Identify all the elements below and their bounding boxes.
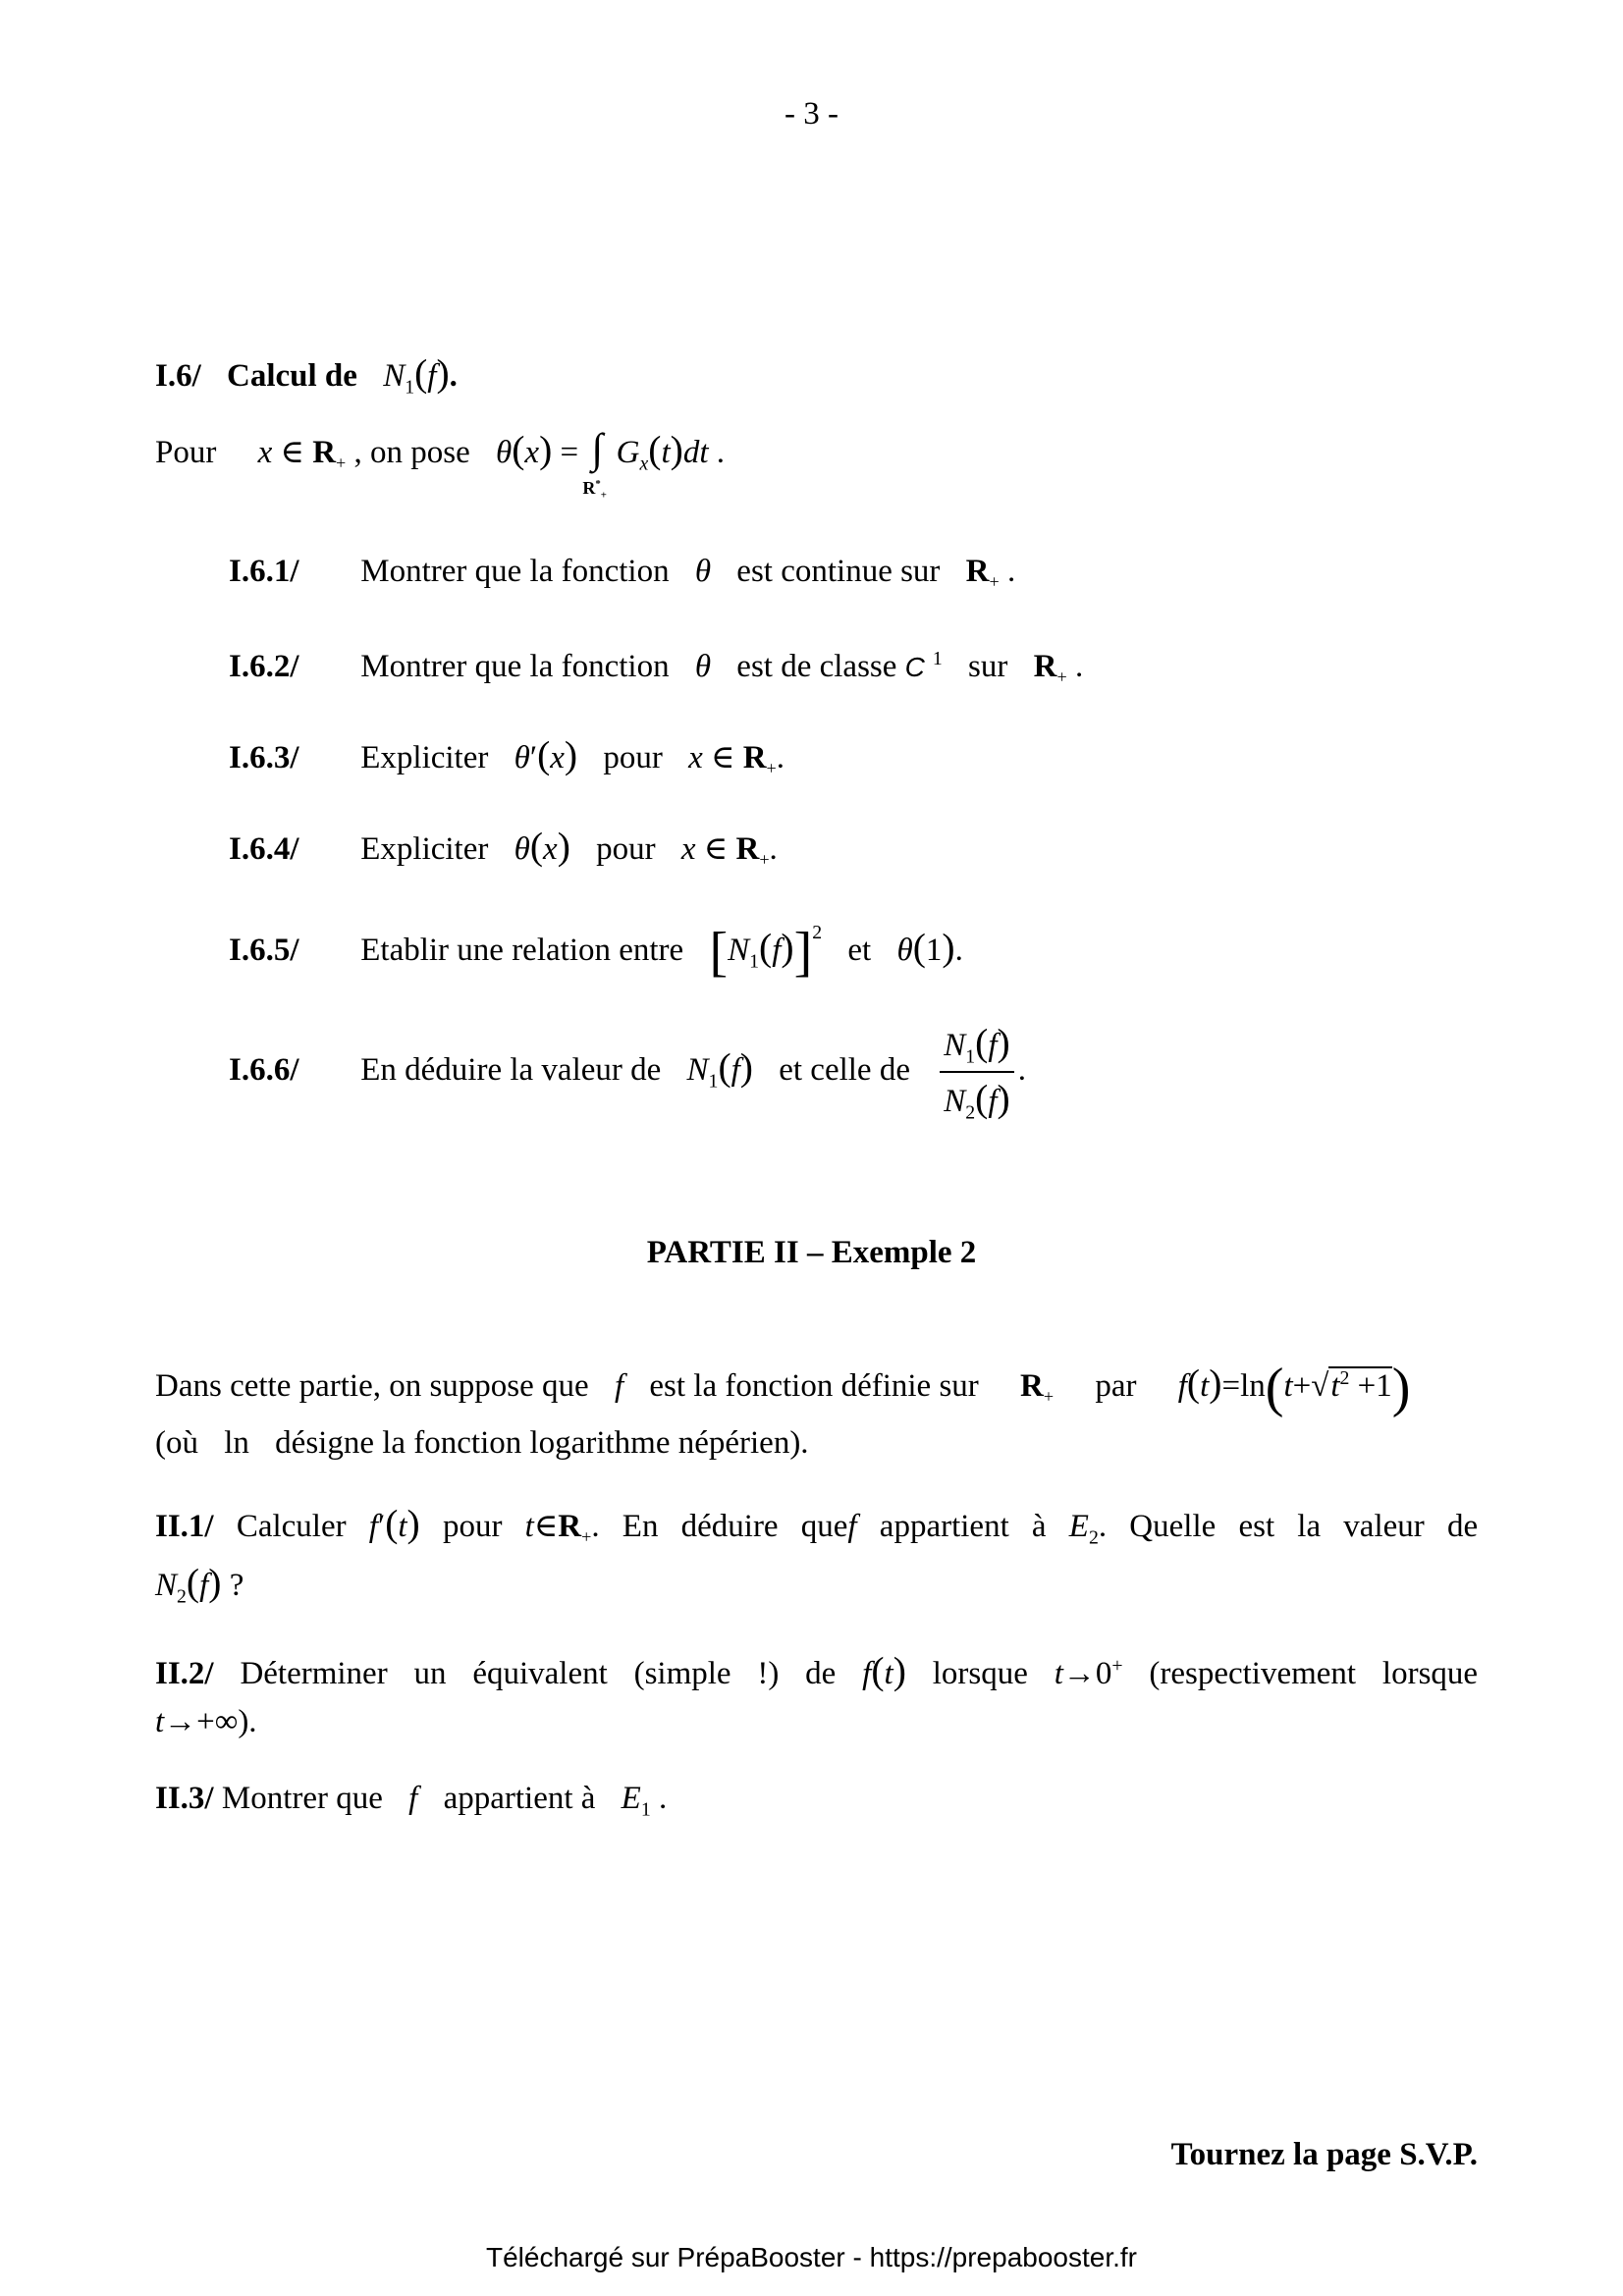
heading-label: I.6/: [155, 358, 201, 394]
N-symbol: N: [686, 1052, 709, 1088]
ln-symbol: ln: [1240, 1368, 1266, 1404]
x-symbol: x: [688, 740, 703, 775]
R-symbol: R: [965, 554, 990, 589]
fraction-numerator: $N_1(f)$: [940, 1017, 1013, 1073]
closing-text: ).: [238, 1704, 257, 1739]
intro-text: Dans cette partie, on suppose que: [155, 1368, 589, 1404]
theta-symbol: θ: [896, 933, 913, 968]
x-symbol: x: [550, 740, 565, 775]
f-symbol: f: [408, 1781, 418, 1816]
R-symbol: R: [558, 1509, 582, 1544]
question-label: II.2/: [155, 1656, 214, 1691]
partie-II-ln-note: [155, 1423, 809, 1463]
question-text: Calculer: [236, 1509, 347, 1544]
question-II2: II.2/ Déterminer un équivalent (simple !) de f(t) lorsque t→0+ (respectivement lorsque: [155, 1649, 1479, 1692]
question-II2-cont: [155, 1702, 257, 1741]
f-symbol: f: [1177, 1368, 1187, 1404]
question-label: I.6.2/: [229, 649, 299, 684]
domain-plus: +: [600, 489, 607, 502]
question-text: appartient à: [879, 1509, 1047, 1544]
t-symbol: t: [884, 1656, 893, 1691]
intro-text: par: [1095, 1368, 1137, 1404]
t-symbol: t: [661, 435, 671, 470]
R-symbol: R: [1020, 1368, 1044, 1404]
question-label: I.6.3/: [229, 740, 299, 775]
plus-subscript: +: [1056, 667, 1067, 687]
N-symbol: N: [728, 933, 750, 968]
question-text: pour: [603, 740, 663, 775]
domain-star: *: [595, 478, 601, 490]
f-symbol: f: [862, 1656, 872, 1691]
f-symbol: f: [614, 1368, 624, 1404]
f-symbol: f: [772, 933, 782, 968]
question-text: Quelle est la valeur de: [1129, 1509, 1479, 1544]
question-text: pour: [596, 831, 656, 867]
R-symbol: R: [1033, 649, 1057, 684]
section-heading-I6: I.6/ Calcul de $N_1(f)$.: [155, 351, 458, 399]
question-label: II.3/: [155, 1781, 214, 1816]
t-symbol: t: [1054, 1656, 1063, 1691]
t-symbol: t: [398, 1509, 407, 1544]
t-symbol: t: [1330, 1368, 1340, 1404]
N-subscript: 2: [965, 1102, 976, 1125]
question-text: Montrer que la fonction: [360, 649, 670, 684]
question-text: est continue sur: [736, 554, 941, 589]
integral-symbol: ∫: [591, 426, 604, 472]
page-number: [0, 94, 1623, 133]
one-value: 1: [1376, 1368, 1392, 1404]
x-symbol: x: [257, 435, 273, 470]
question-label: I.6.6/: [229, 1052, 299, 1088]
N-subscript: 1: [405, 376, 415, 399]
f-symbol: f: [847, 1509, 857, 1544]
plus-subscript: +: [581, 1526, 592, 1547]
f-symbol: f: [988, 1084, 998, 1120]
R-symbol: R: [312, 435, 337, 470]
t-symbol: t: [1283, 1368, 1293, 1404]
question-label: I.6.4/: [229, 831, 299, 867]
note-text: désigne la fonction logarithme népérien).: [275, 1425, 809, 1461]
theta-symbol: θ: [694, 554, 712, 589]
question-mark: ?: [229, 1568, 244, 1603]
t-symbol: t: [155, 1704, 165, 1739]
question-I64: I.6.4/ Expliciter θ(x) pour x ∈ R+.: [229, 825, 778, 870]
arrow-symbol: →: [164, 1704, 197, 1739]
footer-text: Téléchargé sur PrépaBooster - https://prepabooster.fr: [485, 2242, 1138, 2272]
question-II3: II.3/ Montrer que f appartient à $E_1$ .: [155, 1781, 668, 1821]
plus-subscript: +: [989, 571, 1000, 592]
in-symbol: ∈: [703, 831, 729, 867]
class-C-symbol: C: [904, 652, 925, 682]
plus-subscript: +: [336, 453, 347, 473]
G-subscript: x: [639, 453, 649, 475]
question-text: Expliciter: [360, 740, 489, 775]
question-text: est de classe: [736, 649, 897, 684]
question-label: I.6.5/: [229, 933, 299, 968]
definition-theta: Pour x ∈ R+ , on pose θ(x) = ∫ $R^*_+$ $G_x(t)dt$ .: [155, 426, 725, 502]
in-symbol: ∈: [711, 740, 735, 775]
turn-page-text: Tournez la page S.V.P.: [1170, 2137, 1478, 2172]
t-exponent: 2: [1339, 1367, 1350, 1389]
E-symbol: E: [621, 1781, 641, 1816]
R-symbol: R: [735, 831, 760, 867]
theta-symbol: θ: [514, 740, 530, 775]
infinity-symbol: +∞: [196, 1704, 239, 1739]
intro-text: est la fonction définie sur: [649, 1368, 979, 1404]
plus-subscript: +: [1043, 1386, 1055, 1407]
question-text: En déduire que: [622, 1509, 848, 1544]
f-symbol: f: [730, 1052, 740, 1088]
square-exponent: 2: [812, 922, 823, 944]
in-symbol: ∈: [280, 435, 304, 470]
N-subscript: 1: [708, 1070, 719, 1093]
E-subscript: 1: [640, 1798, 651, 1821]
section-title: PARTIE II – Exemple 2: [646, 1235, 977, 1270]
N-subscript: 1: [749, 950, 760, 973]
one-value: 1: [925, 933, 943, 968]
ln-symbol: ln: [224, 1425, 249, 1461]
question-text: Etablir une relation entre: [360, 933, 684, 968]
question-label: I.6.1/: [229, 554, 299, 589]
question-text: et celle de: [779, 1052, 910, 1088]
N-subscript: 1: [965, 1046, 976, 1069]
question-I62: I.6.2/ Montrer que la fonction θ est de classe C $^1$ sur R+ .: [229, 648, 1084, 687]
x-symbol: x: [543, 831, 558, 867]
question-I66: I.6.6/ En déduire la valeur de $N_1(f)$ et celle de $\frac{N_1(f)}{N_2(f)}$ .: [229, 1013, 1026, 1127]
question-text: pour: [442, 1509, 503, 1544]
theta-symbol: θ: [694, 649, 712, 684]
f-symbol: f: [368, 1509, 378, 1544]
heading-title: Calcul de: [227, 358, 357, 394]
N-symbol: N: [155, 1568, 178, 1603]
pour-text: Pour: [155, 435, 217, 470]
dt-symbol: dt: [682, 435, 709, 470]
N-symbol: N: [944, 1084, 966, 1120]
question-II1-cont: $N_2(f)$ ?: [155, 1561, 244, 1608]
x-symbol: x: [680, 831, 696, 867]
partie-II-title: [0, 1233, 1623, 1272]
question-text: Montrer que la fonction: [360, 554, 670, 589]
question-I63: I.6.3/ Expliciter θ′(x) pour x ∈ R+.: [229, 733, 785, 778]
f-symbol: f: [199, 1568, 209, 1603]
question-text: appartient à: [443, 1781, 596, 1816]
question-I61: I.6.1/ Montrer que la fonction θ est continue sur R+ .: [229, 554, 1016, 592]
fraction-denominator: $N_2(f)$: [944, 1077, 1010, 1125]
t-symbol: t: [524, 1509, 534, 1544]
E-symbol: E: [1068, 1509, 1089, 1544]
in-symbol: ∈: [533, 1509, 559, 1544]
question-text: En déduire la valeur de: [360, 1052, 662, 1088]
domain-R: R: [582, 478, 596, 498]
integral-sign: [582, 426, 608, 502]
question-text: (respectivement lorsque: [1149, 1656, 1479, 1691]
plus-superscript: +: [1111, 1655, 1123, 1677]
question-I65: I.6.5/ Etablir une relation entre $[N_1(f)]^2$ et θ(1).: [229, 922, 963, 984]
ratio-fraction: [940, 1017, 1013, 1127]
plus-subscript: +: [766, 758, 777, 778]
sqrt-radicand: $t^2 +1$: [1330, 1367, 1392, 1404]
zero-value: 0: [1095, 1656, 1112, 1691]
page-number-text: - 3 -: [784, 96, 839, 132]
question-text: Déterminer un équivalent (simple !) de: [240, 1656, 837, 1691]
arrow-symbol: →: [1062, 1656, 1096, 1691]
question-text: lorsque: [932, 1656, 1028, 1691]
x-symbol: x: [524, 435, 540, 470]
N-symbol: N: [944, 1028, 966, 1064]
question-label: II.1/: [155, 1509, 214, 1544]
partie-II-intro: Dans cette partie, on suppose que f est la fonction définie sur R+ par $f(t)=\ln(t+√t^2 +1)$: [155, 1358, 1411, 1419]
turn-page-note: [1171, 2135, 1478, 2174]
question-II1: II.1/ Calculer f′(t) pour t∈R+. En déduire quef appartient à $E_2$. Quelle est la valeur de: [155, 1502, 1479, 1549]
R-symbol: R: [742, 740, 767, 775]
on-pose-text: on pose: [370, 435, 470, 470]
comma: ,: [353, 435, 362, 470]
class-superscript: 1: [932, 648, 943, 669]
download-footer: [0, 2238, 1623, 2277]
E-subscript: 2: [1088, 1526, 1099, 1549]
question-text: Montrer que: [221, 1781, 383, 1816]
plus-subscript: +: [759, 849, 770, 870]
f-symbol: f: [988, 1028, 998, 1064]
question-text: Expliciter: [360, 831, 489, 867]
t-symbol: t: [1200, 1368, 1210, 1404]
G-symbol: G: [616, 435, 640, 470]
theta-symbol: θ: [514, 831, 530, 867]
f-symbol: f: [427, 358, 437, 394]
question-text: sur: [968, 649, 1008, 684]
N-symbol: N: [383, 358, 406, 394]
integral-domain: [582, 478, 607, 502]
question-text: et: [847, 933, 872, 968]
theta-symbol: θ: [496, 435, 513, 470]
N-subscript: 2: [177, 1585, 187, 1608]
note-text: (où: [155, 1425, 198, 1461]
